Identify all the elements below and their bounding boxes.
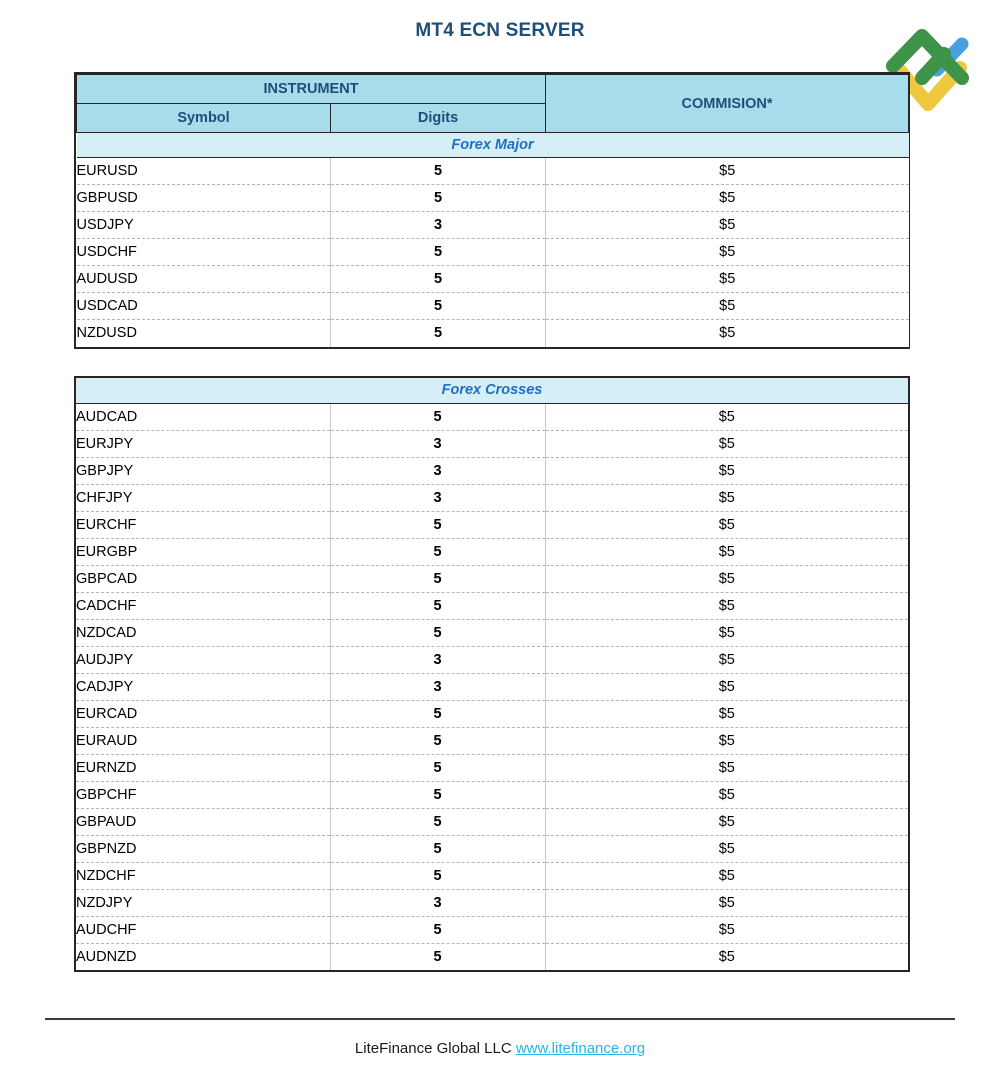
footer-company: LiteFinance Global LLC — [354, 1040, 512, 1057]
table-row — [76, 754, 908, 781]
cell-symbol: GBPUSD — [77, 185, 331, 212]
cell-commission: $5 — [545, 700, 908, 727]
cell-commission: $5 — [545, 781, 908, 808]
table-row — [76, 700, 908, 727]
cell-digits: 5 — [330, 727, 545, 754]
cell-symbol: USDJPY — [77, 212, 331, 239]
cell-commission: $5 — [545, 835, 908, 862]
pricing-table — [76, 74, 909, 347]
cell-commission: $5 — [545, 808, 908, 835]
cell-digits: 3 — [330, 673, 545, 700]
table-row — [76, 619, 908, 646]
table-row — [76, 835, 908, 862]
cell-digits: 3 — [330, 646, 545, 673]
cell-digits: 3 — [330, 889, 545, 916]
section-label-forex-crosses: Forex Crosses — [76, 378, 908, 403]
table-row — [76, 916, 908, 943]
cell-digits: 3 — [330, 430, 545, 457]
cell-symbol: GBPCHF — [76, 781, 330, 808]
cell-digits: 5 — [331, 266, 546, 293]
cell-commission: $5 — [545, 403, 908, 430]
cell-digits: 5 — [330, 835, 545, 862]
cell-digits: 5 — [330, 619, 545, 646]
cell-symbol: EURNZD — [76, 754, 330, 781]
cell-digits: 5 — [330, 700, 545, 727]
table-row — [77, 212, 909, 239]
cell-digits: 5 — [331, 239, 546, 266]
cell-commission: $5 — [546, 239, 909, 266]
cell-symbol: AUDNZD — [76, 943, 330, 970]
cell-digits: 5 — [331, 320, 546, 347]
table-row — [76, 430, 908, 457]
cell-symbol: EURCHF — [76, 511, 330, 538]
cell-symbol: EURCAD — [76, 700, 330, 727]
table-row — [76, 943, 908, 970]
table-row — [76, 457, 908, 484]
table-row — [76, 781, 908, 808]
cell-symbol: CADJPY — [76, 673, 330, 700]
table-row — [76, 484, 908, 511]
cell-commission: $5 — [545, 484, 908, 511]
table-row — [76, 646, 908, 673]
cell-symbol: GBPCAD — [76, 565, 330, 592]
cell-symbol: NZDUSD — [77, 320, 331, 347]
cell-commission: $5 — [545, 916, 908, 943]
cell-symbol: GBPAUD — [76, 808, 330, 835]
cell-symbol: EURJPY — [76, 430, 330, 457]
cell-symbol: USDCAD — [77, 293, 331, 320]
section-label-forex-major: Forex Major — [77, 133, 909, 158]
table-row — [76, 889, 908, 916]
table-row — [76, 808, 908, 835]
table-body-forex-major — [77, 158, 909, 347]
cell-commission: $5 — [545, 511, 908, 538]
cell-symbol: AUDCHF — [76, 916, 330, 943]
cell-commission: $5 — [545, 862, 908, 889]
cell-digits: 5 — [330, 592, 545, 619]
cell-commission: $5 — [546, 266, 909, 293]
cell-commission: $5 — [545, 889, 908, 916]
table-row — [76, 565, 908, 592]
table-body-forex-crosses — [76, 403, 908, 970]
table-row — [77, 185, 909, 212]
cell-commission: $5 — [545, 619, 908, 646]
table-header-row — [77, 75, 909, 104]
cell-digits: 3 — [330, 457, 545, 484]
cell-commission: $5 — [546, 212, 909, 239]
cell-symbol: NZDJPY — [76, 889, 330, 916]
cell-commission: $5 — [545, 673, 908, 700]
footer — [0, 1040, 1000, 1057]
table-row — [76, 403, 908, 430]
cell-commission: $5 — [546, 293, 909, 320]
cell-digits: 5 — [331, 293, 546, 320]
section-band-crosses — [76, 378, 908, 403]
cell-symbol: EURGBP — [76, 538, 330, 565]
cell-digits: 3 — [330, 484, 545, 511]
table-row — [77, 158, 909, 185]
cell-commission: $5 — [546, 158, 909, 185]
table-row — [76, 727, 908, 754]
cell-commission: $5 — [545, 943, 908, 970]
cell-digits: 5 — [331, 185, 546, 212]
cell-digits: 5 — [331, 158, 546, 185]
cell-digits: 5 — [330, 754, 545, 781]
table-row — [76, 862, 908, 889]
footer-website-link[interactable]: www.litefinance.org — [515, 1040, 646, 1057]
cell-symbol: NZDCHF — [76, 862, 330, 889]
column-header-commission: COMMISION* — [546, 75, 909, 133]
cell-symbol: AUDJPY — [76, 646, 330, 673]
cell-commission: $5 — [546, 185, 909, 212]
cell-symbol: NZDCAD — [76, 619, 330, 646]
cell-digits: 5 — [330, 565, 545, 592]
table-row — [77, 239, 909, 266]
cell-digits: 5 — [330, 781, 545, 808]
table-row — [77, 266, 909, 293]
pricing-table — [76, 378, 908, 970]
cell-commission: $5 — [545, 565, 908, 592]
page-title: MT4 ECN SERVER — [415, 20, 585, 41]
cell-digits: 5 — [330, 511, 545, 538]
cell-commission: $5 — [545, 754, 908, 781]
table-head — [77, 75, 909, 133]
cell-symbol: AUDCAD — [76, 403, 330, 430]
cell-commission: $5 — [545, 538, 908, 565]
table-row — [76, 592, 908, 619]
table-row — [76, 511, 908, 538]
column-header-digits: Digits — [331, 104, 546, 133]
table-row — [76, 673, 908, 700]
footer-divider — [45, 1018, 955, 1020]
column-group-instrument: INSTRUMENT — [77, 75, 546, 104]
table-row — [76, 538, 908, 565]
cell-commission: $5 — [545, 592, 908, 619]
cell-digits: 5 — [330, 403, 545, 430]
cell-digits: 5 — [330, 943, 545, 970]
cell-symbol: GBPJPY — [76, 457, 330, 484]
table-row — [77, 320, 909, 347]
cell-commission: $5 — [545, 457, 908, 484]
cell-symbol: CHFJPY — [76, 484, 330, 511]
cell-digits: 5 — [330, 538, 545, 565]
cell-commission: $5 — [545, 430, 908, 457]
cell-commission: $5 — [546, 320, 909, 347]
cell-digits: 5 — [330, 862, 545, 889]
cell-commission: $5 — [545, 727, 908, 754]
column-header-symbol: Symbol — [77, 104, 331, 133]
cell-symbol: AUDUSD — [77, 266, 331, 293]
cell-symbol: GBPNZD — [76, 835, 330, 862]
cell-digits: 3 — [331, 212, 546, 239]
section-band-major — [77, 133, 909, 158]
cell-symbol: USDCHF — [77, 239, 331, 266]
cell-symbol: EURAUD — [76, 727, 330, 754]
cell-digits: 5 — [330, 916, 545, 943]
cell-symbol: CADCHF — [76, 592, 330, 619]
table-row — [77, 293, 909, 320]
cell-digits: 5 — [330, 808, 545, 835]
cell-symbol: EURUSD — [77, 158, 331, 185]
cell-commission: $5 — [545, 646, 908, 673]
table-forex-major — [74, 72, 910, 349]
table-forex-crosses — [74, 376, 910, 972]
